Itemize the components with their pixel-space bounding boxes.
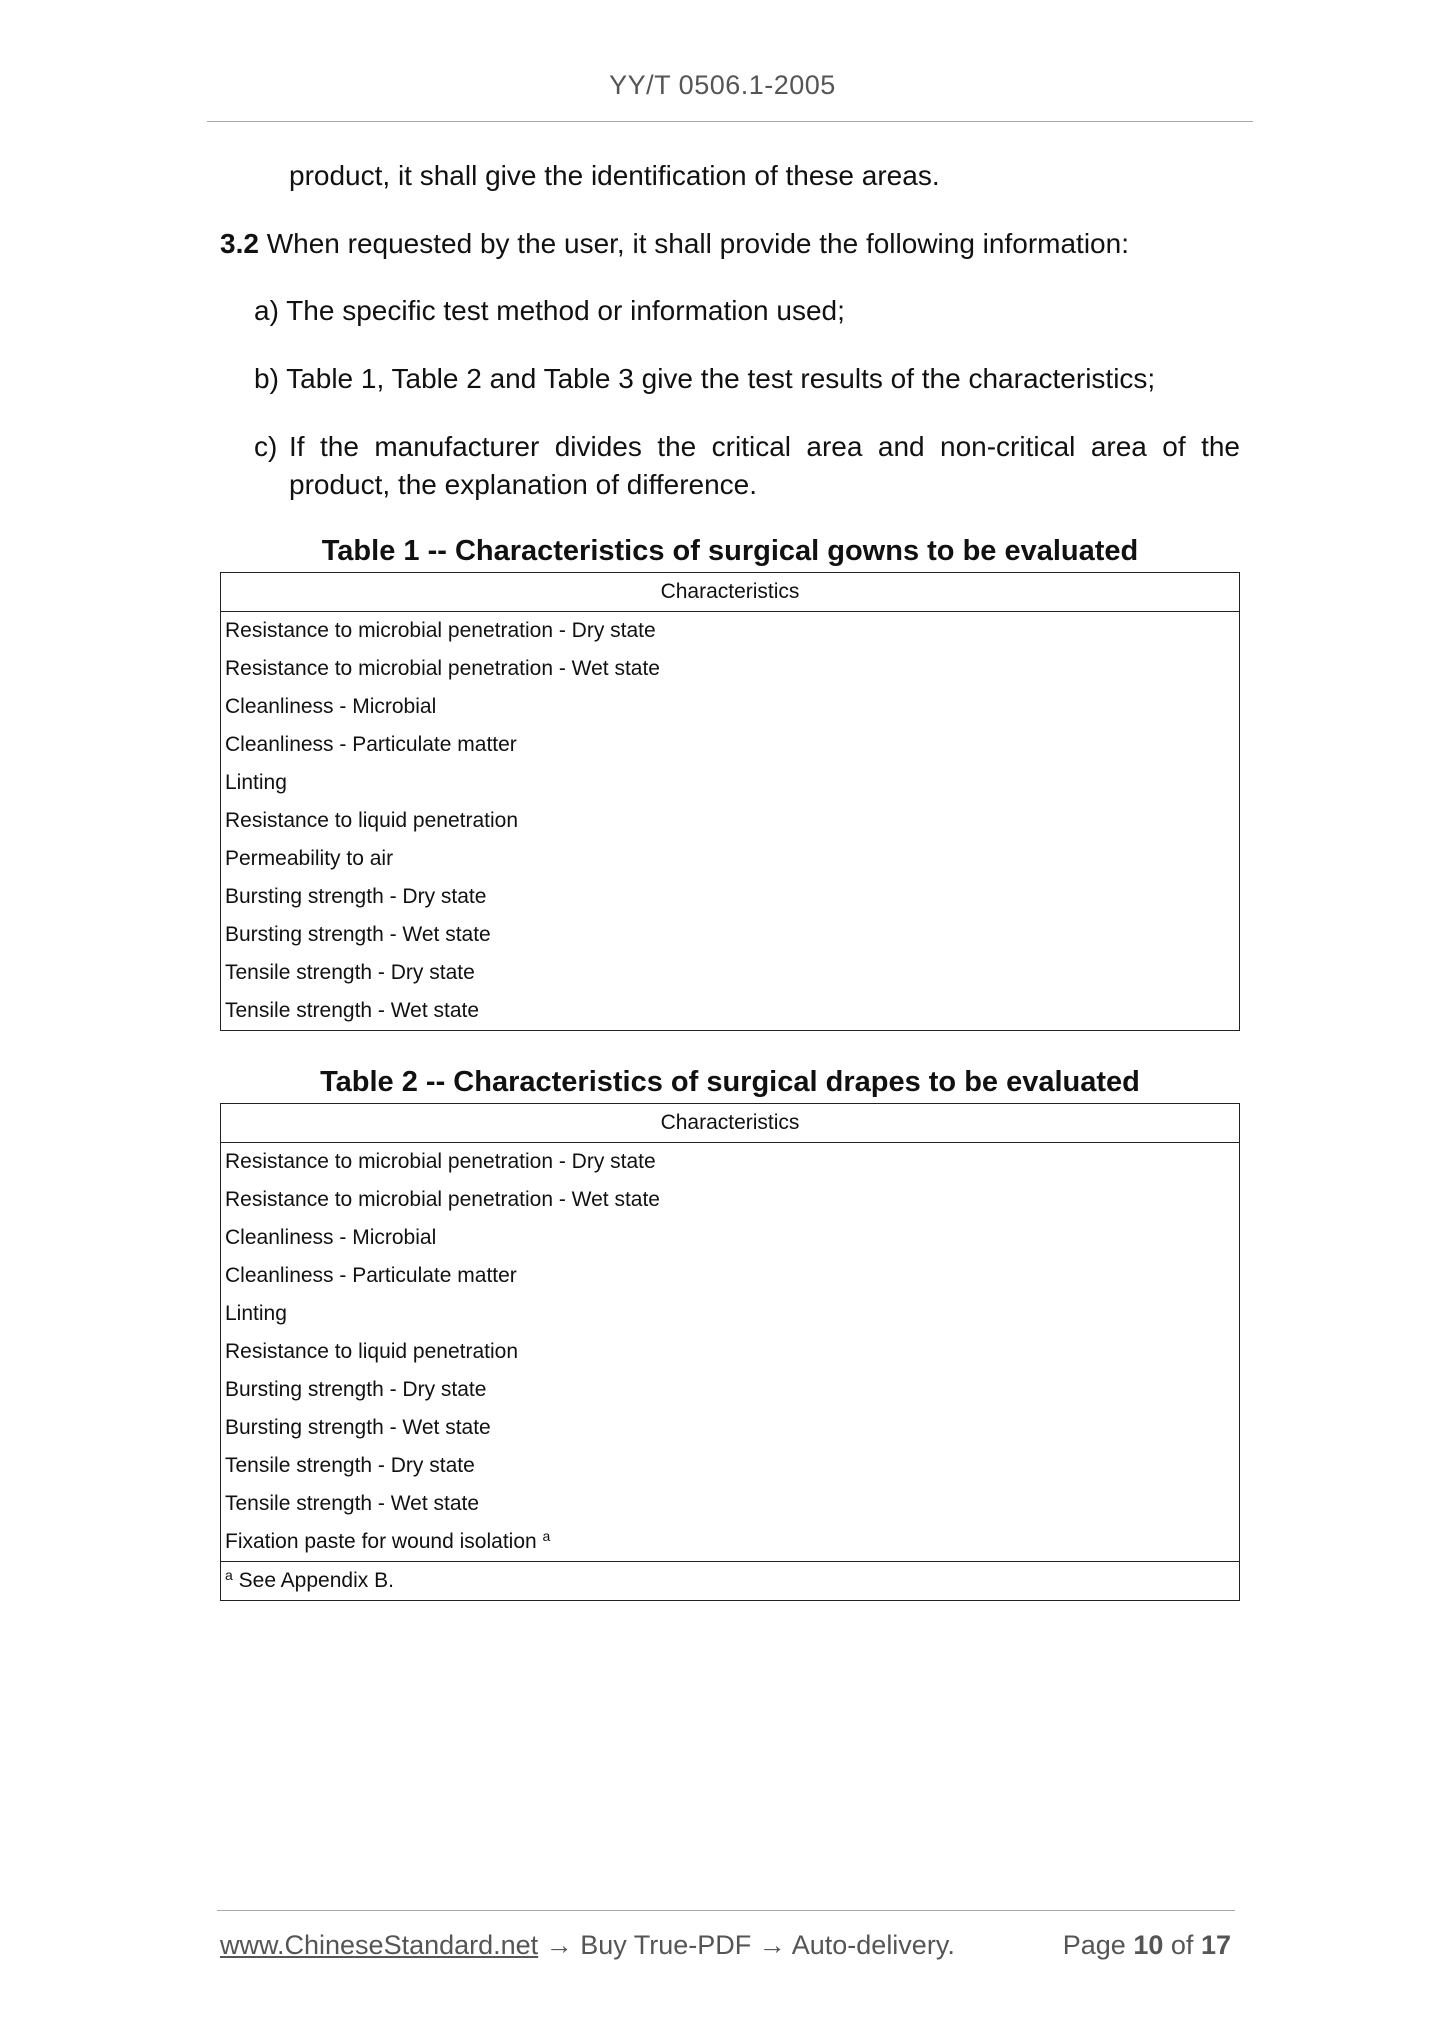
table-row: Resistance to liquid penetration — [221, 1333, 1240, 1371]
table1 — [220, 572, 1240, 1031]
list-item-c-text: If the manufacturer divides the critical area and non-critical area of the product, the explanation of difference. — [289, 431, 1240, 500]
table-row: Tensile strength - Dry state — [221, 1447, 1240, 1485]
table2 — [220, 1103, 1240, 1601]
list-item-b: b) Table 1, Table 2 and Table 3 give the test results of the characteristics; — [254, 363, 1156, 394]
list-item-a: a) The specific test method or information used; — [254, 295, 845, 326]
footnote-marker: a — [225, 1567, 233, 1583]
footer-tagline: → Buy True-PDF → Auto-delivery. — [538, 1930, 955, 1960]
footer-divider — [217, 1910, 1235, 1911]
table-row: Tensile strength - Wet state — [221, 1485, 1240, 1523]
continuation-text: product, it shall give the identification of these areas. — [289, 160, 940, 191]
table-row: Bursting strength - Wet state — [221, 916, 1240, 954]
of-label: of — [1170, 1930, 1194, 1960]
table-row: Tensile strength - Dry state — [221, 954, 1240, 992]
table-row: Resistance to liquid penetration — [221, 802, 1240, 840]
clause-text: When requested by the user, it shall provide the following information: — [258, 228, 1129, 259]
footnote-marker: a — [542, 1528, 551, 1544]
clause-number: 3.2 — [220, 228, 259, 259]
list-item-c — [254, 428, 1240, 504]
table-row: Linting — [221, 764, 1240, 802]
table-row: Permeability to air — [221, 840, 1240, 878]
table2-header: Characteristics — [221, 1104, 1240, 1143]
header-divider — [207, 121, 1253, 122]
table2-last-row-text: Fixation paste for wound isolation — [225, 1530, 537, 1553]
footer-text — [220, 1930, 955, 1961]
table-row: Cleanliness - Microbial — [221, 1219, 1240, 1257]
clause-3-2 — [220, 225, 1129, 263]
page-current: 10 — [1133, 1930, 1164, 1960]
page-number — [1063, 1930, 1231, 1961]
table2-title: Table 2 -- Characteristics of surgical drapes to be evaluated — [320, 1066, 1140, 1098]
table-row: Cleanliness - Particulate matter — [221, 726, 1240, 764]
table-row: Tensile strength - Wet state — [221, 992, 1240, 1031]
page-total: 17 — [1200, 1930, 1231, 1960]
table1-header: Characteristics — [221, 573, 1240, 612]
table-row: Resistance to microbial penetration - Wet state — [221, 650, 1240, 688]
table-row: Cleanliness - Particulate matter — [221, 1257, 1240, 1295]
document-header: YY/T 0506.1-2005 — [609, 70, 836, 100]
footnote-text: See Appendix B. — [232, 1569, 394, 1592]
table-row: Bursting strength - Wet state — [221, 1409, 1240, 1447]
table-row: Bursting strength - Dry state — [221, 1371, 1240, 1409]
table-row: Cleanliness - Microbial — [221, 688, 1240, 726]
site-link[interactable]: www.ChineseStandard.net — [220, 1930, 539, 1960]
table-row: Resistance to microbial penetration - Wet state — [221, 1181, 1240, 1219]
table-row: Bursting strength - Dry state — [221, 878, 1240, 916]
page-label: Page — [1062, 1930, 1126, 1960]
table-row: Resistance to microbial penetration - Dry state — [221, 612, 1240, 651]
table-row: Linting — [221, 1295, 1240, 1333]
table-row: Resistance to microbial penetration - Dry state — [221, 1143, 1240, 1182]
table1-title: Table 1 -- Characteristics of surgical gowns to be evaluated — [321, 535, 1139, 567]
table-row — [221, 1523, 1240, 1562]
table2-footnote — [221, 1562, 1240, 1601]
list-item-c-label: c) — [254, 431, 278, 462]
